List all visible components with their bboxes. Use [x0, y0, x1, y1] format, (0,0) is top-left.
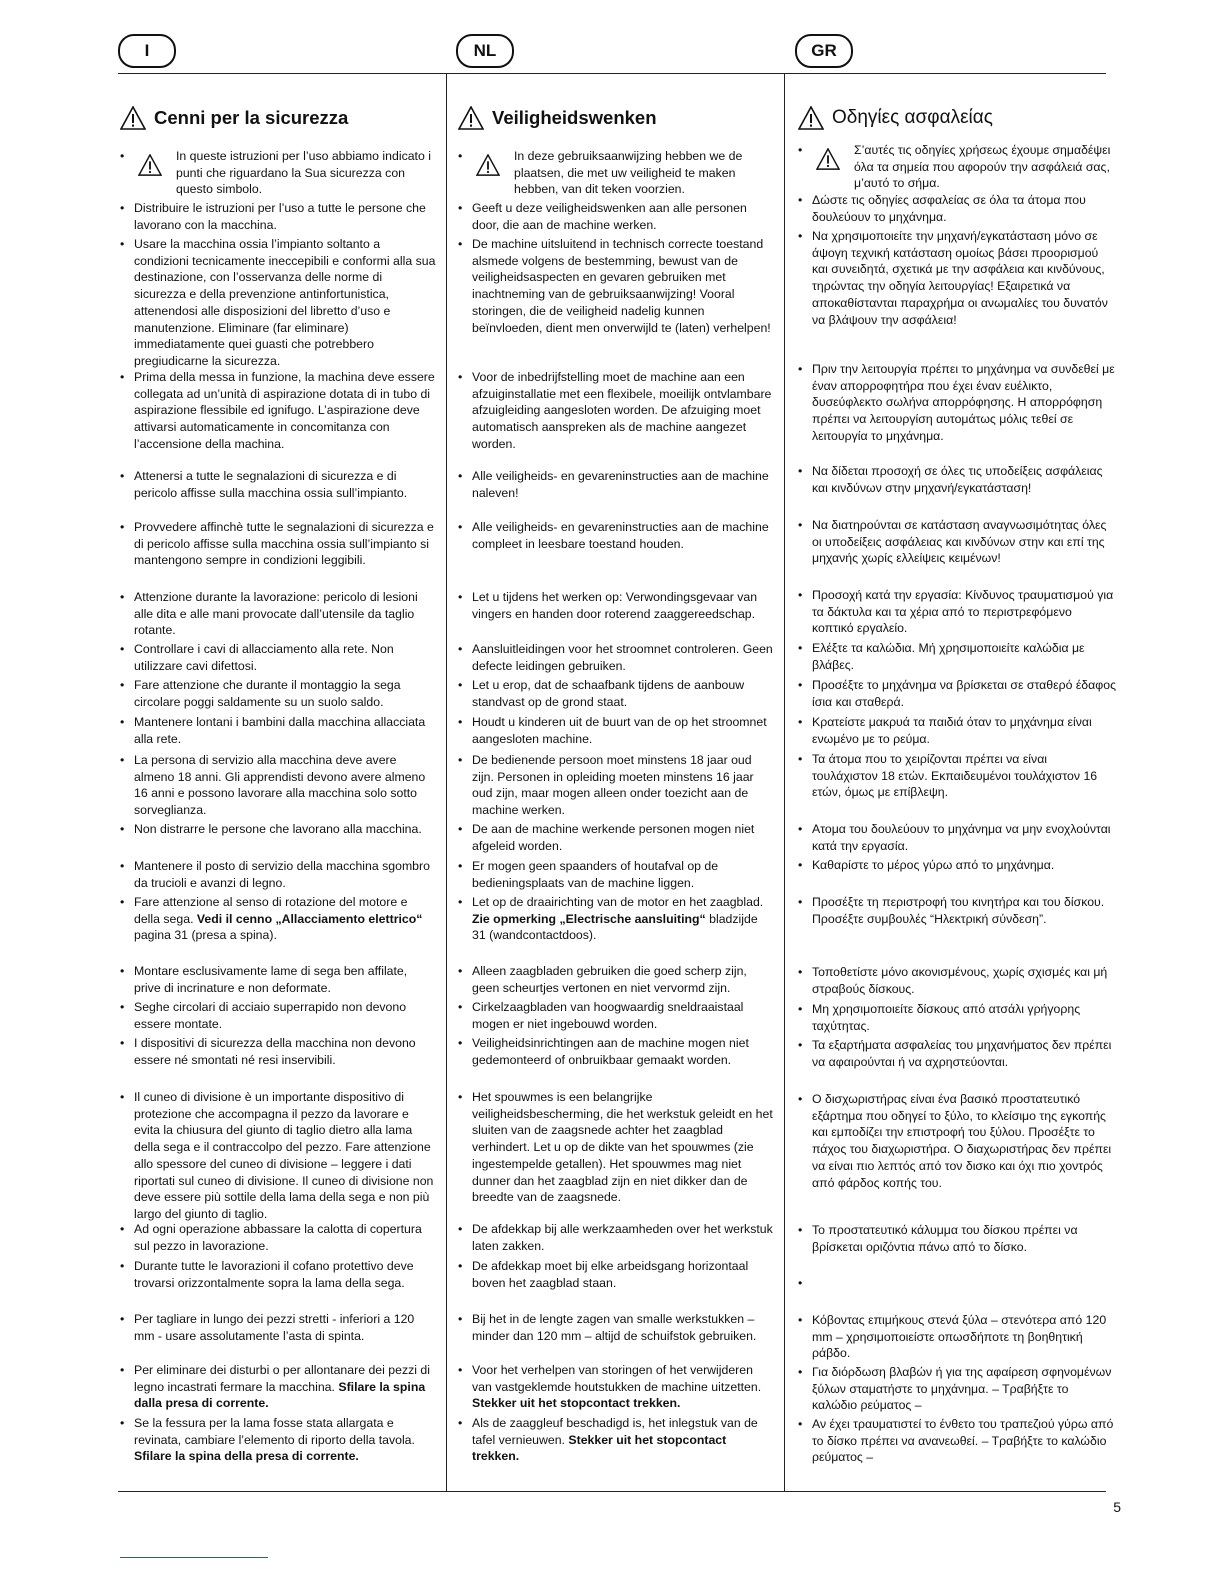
warning-icon	[476, 154, 500, 176]
list-item: • Aansluitleidingen voor het stroomnet controleren. Geen defecte leidingen gebruiken.	[456, 641, 774, 674]
list-item: • Alle veiligheids- en gevareninstructies aan de machine compleet in leesbare toestand houden.	[456, 519, 774, 552]
list-item: • Prima della messa in funzione, la machina deve essere collegata ad un’unità di aspirazione dotata di in tubo di aspirazione flessibile ed ignifugo. L’aspirazione deve attivarsi automaticamente in concomitanza con l’accensione della machina.	[118, 369, 436, 453]
list-item: • Ατομα του δουλεύουν το μηχάνημα να μην ενοχλούνται κατά την εργασία.	[796, 821, 1116, 854]
list-item: • Fare attenzione che durante il montaggio la sega circolare poggi saldamente su un suolo saldo.	[118, 677, 436, 710]
list-item: • Να χρησιμοποιείτε την μηχανή/εγκατάσταση μόνο σε άψογη τεχνική κατάσταση ομοίως βάσει προορισμού και συνειδητά, σχετικά με την ασφάλεια και κινδύνους, τηρώντας την οδηγία λειτουργίας! Εξαιρετικά να αποκαθίστανται παραχρήμα οι ανωμαλίες του δυνατόν να βλάψουν την ασφάλεια!	[796, 228, 1116, 328]
title-text: Οδηγίες ασφαλείας	[832, 107, 993, 128]
list-item: • In deze gebruiksaanwijzing hebben we de plaatsen, die met uw veiligheid te maken hebben, van dit teken voorzien.	[456, 148, 774, 198]
list-item: • Το προστατευτικό κάλυμμα του δίσκου πρέπει να βρίσκεται οριζόντια πάνω από το δίσκο.	[796, 1222, 1116, 1255]
list-item: • Montare esclusivamente lame di sega ben affilate, prive di incrinature e non deformate.	[118, 963, 436, 996]
list-item: • Il cuneo di divisione è un importante dispositivo di protezione che accompagna il pezzo da lavorare e evita la chiusura del giunto di taglio dietro alla lama della sega e il contraccolpo del pezzo. Fare attenzione allo spessore del cuneo di divisione – leggere i dati riportati sul cuneo di divisione. Il cuneo di divisione non deve essere più sottile della lama della sega e non più largo del giunto di taglio.	[118, 1089, 436, 1223]
list-item: • Να διατηρούνται σε κατάσταση αναγνωσιμότητας όλες οι υποδείξεις ασφάλειας και κινδύνων στην και επί της μηχανής χωρίς ελλείψεις κειμένων!	[796, 517, 1116, 567]
list-item: • Τα άτομα που το χειρίζονται πρέπει να είναι τουλάχιστον 18 ετών. Εκπαιδευμένοι τουλάχιστον 16 ετών, όμως με επίβλεψη.	[796, 751, 1116, 801]
list-item: • De afdekkap bij alle werkzaamheden over het werkstuk laten zakken.	[456, 1221, 774, 1254]
top-rule	[118, 73, 1106, 74]
list-item: • De machine uitsluitend in technisch correcte toestand alsmede volgens de bestemming, bewust van de veiligheidsaspecten en gevaren gebruiken met inachtneming van de gebruiksaanwijzing! Vooral storingen, die de veiligheid nadelig kunnen beïnvloeden, dient men onverwijld te (laten) verhelpen!	[456, 236, 774, 336]
list-item: • Προσέξτε τη περιστροφή του κινητήρα και του δίσκου. Προσέξτε συμβουλές “Ηλεκτρική σύνδεση”.	[796, 894, 1116, 927]
list-item: • Attenzione durante la lavorazione: pericolo di lesioni alle dita e alle mani provocate dall’utensile da taglio rotante.	[118, 589, 436, 639]
list-item: • Se la fessura per la lama fosse stata allargata e revinata, cambiare l’elemento di riporto della tavola. Sfilare la spina della presa di corrente.	[118, 1415, 436, 1465]
list-item: • Τοποθετίστε μόνο ακονισμένους, χωρίς σχισμές και μή στραβούς δίσκους.	[796, 964, 1116, 997]
warning-icon	[138, 154, 162, 176]
list-item: • Κρατείστε μακρυά τα παιδιά όταν το μηχάνημα είναι ενωμένο με το ρεύμα.	[796, 714, 1116, 747]
list-item: • Πριν την λειτουργία πρέπει το μηχάνημα να συνδεθεί με έναν απορροφητήρα που έχει έναν ευέλικτο, δυσεύφλεκτο σωλήνα απορρόφησης. Η απορρόφηση πρέπει να λειτουργίση αυτομάτως μόλις τεθεί σε λειτουργία το μηχάνημα.	[796, 361, 1116, 445]
list-item: • Voor het verhelpen van storingen of het verwijderen van vastgeklemde houtstukken de machine uitzetten. Stekker uit het stopcontact trekken.	[456, 1362, 774, 1412]
list-item: • In queste istruzioni per l’uso abbiamo indicato i punti che riguardano la Sua sicurezza con questo simbolo.	[118, 148, 436, 198]
list-item: • De aan de machine werkende personen mogen niet afgeleid worden.	[456, 821, 774, 854]
list-item: • Voor de inbedrijfstelling moet de machine aan een afzuiginstallatie met een flexibele, moeilijk ontvlambare afzuigleiding aangesloten worden. De afzuiging moet automatisch aanspreken als de machine aangezet worden.	[456, 369, 774, 453]
list-item: • I dispositivi di sicurezza della macchina non devono essere né smontati né resi inservibili.	[118, 1035, 436, 1068]
warning-icon	[798, 106, 824, 130]
column-divider-2	[784, 74, 785, 1492]
list-item: • Fare attenzione al senso di rotazione del motore e della sega. Vedi il cenno „Allacciamento elettrico“ pagina 31 (presa a spina).	[118, 894, 436, 944]
list-item: • Κόβοντας επιμήκους στενά ξύλα – στενότερα από 120 mm – χρησιμοποιείστε οπωσδήποτε τη βοηθητική ράβδο.	[796, 1312, 1116, 1362]
list-item: • Alleen zaagbladen gebruiken die goed scherp zijn, geen scheurtjes vertonen en niet vervormd zijn.	[456, 963, 774, 996]
list-item: • Ελέξτε τα καλώδια. Μή χρησιμοποιείτε καλώδια με βλάβες.	[796, 640, 1116, 673]
list-item: • De afdekkap moet bij elke arbeidsgang horizontaal boven het zaagblad staan.	[456, 1258, 774, 1291]
list-item: • La persona di servizio alla macchina deve avere almeno 18 anni. Gli apprendisti devono avere almeno 16 anni e possono lavorare alla macchina solo sotto sorveglianza.	[118, 752, 436, 819]
list-item: • Per tagliare in lungo dei pezzi stretti - inferiori a 120 mm - usare assolutamente l’asta di spinta.	[118, 1311, 436, 1344]
list-item: • Usare la macchina ossia l’impianto soltanto a condizioni tecnicamente ineccepibili e conformi alla sua destinazione, con l’osservanza delle norme di sicurezza e della prevenzione antinfortunistica, attenendosi alle disposizioni del libretto d’uso e manutenzione. Eliminare (far eliminare) immediatamente quei guasti che potrebbero pregiudicarne la sicurezza.	[118, 236, 436, 370]
list-item: • Er mogen geen spaanders of houtafval op de bedieningsplaats van de machine liggen.	[456, 858, 774, 891]
bottom-rule	[118, 1491, 1106, 1492]
column-italian	[118, 104, 436, 1464]
list-item: • Ad ogni operazione abbassare la calotta di copertura sul pezzo in lavorazione.	[118, 1221, 436, 1254]
list-item: • Μη χρησιμοποιείτε δίσκους από ατσάλι γρήγορης ταχύτητας.	[796, 1001, 1116, 1034]
list-item: • Per eliminare dei disturbi o per allontanare dei pezzi di legno incastrati fermare la macchina. Sfilare la spina dalla presa di corrente.	[118, 1362, 436, 1412]
list-item: • Προσοχή κατά την εργασία: Κίνδυνος τραυματισμού για τα δάκτυλα και τα χέρια από το περιστρεφόμενο κοπτικό εργαλείο.	[796, 587, 1116, 637]
list-item: • Αν έχει τραυματιστεί το ένθετο του τραπεζιού γύρω από το δίσκο πρέπει να ανανεωθεί. – Τραβήξτε το καλώδιο ρεύματος –	[796, 1416, 1116, 1466]
list-item: • Mantenere lontani i bambini dalla macchina allacciata alla rete.	[118, 714, 436, 747]
list-item: • Σ’αυτές τις οδηγίες χρήσεως έχουμε σημαδέψει όλα τα σημεία που αφορούν την ασφάλειά σας, μ’αυτό το σήμα.	[796, 142, 1116, 192]
list-item: • Let u tijdens het werken op: Verwondingsgevaar van vingers en handen door roterend zaaggereedschap.	[456, 589, 774, 622]
language-badge-it: I	[118, 34, 176, 68]
list-item: • Controllare i cavi di allacciamento alla rete. Non utilizzare cavi difettosi.	[118, 641, 436, 674]
warning-icon	[816, 148, 840, 170]
list-item: • Als de zaaggleuf beschadigd is, het inlegstuk van de tafel vernieuwen. Stekker uit het stopcontact trekken.	[456, 1415, 774, 1465]
section-title-gr	[798, 104, 1116, 132]
section-title-nl	[458, 104, 774, 132]
list-item: • Προσέξτε το μηχάνημα να βρίσκεται σε σταθερό έδαφος ίσια και σταθερά.	[796, 677, 1116, 710]
list-item: • Alle veiligheids- en gevareninstructies aan de machine naleven!	[456, 468, 774, 501]
section-title-it	[120, 104, 436, 132]
list-item: • Provvedere affinchè tutte le segnalazioni di sicurezza e di pericolo affisse sulla macchina ossia sull’impianto si mantengono sempre in condizioni leggibili.	[118, 519, 436, 569]
list-item: • Bij het in de lengte zagen van smalle werkstukken – minder dan 120 mm – altijd de schuifstok gebruiken.	[456, 1311, 774, 1344]
footer-line	[120, 1557, 268, 1558]
list-item: • Geeft u deze veiligheidswenken aan alle personen door, die aan de machine werken.	[456, 200, 774, 233]
list-item: • Let op de draairichting van de motor en het zaagblad. Zie opmerking „Electrische aansluiting“ bladzijde 31 (wandcontactdoos).	[456, 894, 774, 944]
list-item: • Καθαρίστε το μέρος γύρω από το μηχάνημα.	[796, 857, 1116, 874]
list-item: • Het spouwmes is een belangrijke veiligheidsbescherming, die het werkstuk geleidt en het sluiten van de zaagsnede achter het zaagblad verhindert. Let u op de dikte van het spouwmes (zie ingestempelde getallen). Het spouwmes mag niet dunner dan het zaagblad zijn en niet dikker dan de breedte van de zaagsnede.	[456, 1089, 774, 1206]
list-item: • Durante tutte le lavorazioni il cofano protettivo deve trovarsi orizzontalmente sopra la lama della sega.	[118, 1258, 436, 1291]
title-text: Veiligheidswenken	[492, 107, 657, 128]
column-divider-1	[446, 74, 447, 1492]
list-item: • Ο δισχωριστήρας είναι ένα βασικό προστατευτικό εξάρτημα που οδηγεί το ξύλο, το κλείσιμο της εγκοπής και εμποδίζει την επιστροφή του ξύλου. Προσέξτε το πάχος του διαχωριστήρα. Ο διαχωριστήρας δεν πρέπει να είναι πιο λεπτός από τον δισκο και όχι πιο χοντρός από φάρδος κοπής του.	[796, 1091, 1116, 1191]
list-item: • Houdt u kinderen uit de buurt van de op het stroomnet aangesloten machine.	[456, 714, 774, 747]
column-greek	[796, 104, 1116, 1465]
list-item: • Τα εξαρτήματα ασφαλείας του μηχανήματος δεν πρέπει να αφαιρούνται ή να αχρηστεύονται.	[796, 1037, 1116, 1070]
warning-icon	[458, 106, 484, 130]
language-badge-gr: GR	[795, 34, 853, 68]
list-item: • Mantenere il posto di servizio della macchina sgombro da trucioli e avanzi di legno.	[118, 858, 436, 891]
list-item: • Non distrarre le persone che lavorano alla macchina.	[118, 821, 436, 838]
list-item: • Seghe circolari di acciaio superrapido non devono essere montate.	[118, 999, 436, 1032]
list-item: • De bedienende persoon moet minstens 18 jaar oud zijn. Personen in opleiding moeten minstens 16 jaar oud zijn, maar mogen alleen onder toezicht aan de machine werken.	[456, 752, 774, 819]
title-text: Cenni per la sicurezza	[154, 107, 349, 128]
list-item: • Δώστε τις οδηγίες ασφαλείας σε όλα τα άτομα που δουλεύουν το μηχάνημα.	[796, 192, 1116, 225]
page-number: 5	[1113, 1499, 1121, 1515]
column-dutch	[456, 104, 774, 1464]
list-item: • Cirkelzaagbladen van hoogwaardig sneldraaistaal mogen er niet ingebouwd worden.	[456, 999, 774, 1032]
list-item: • Για διόρδωση βλαβών ή για της αφαίρεση σφηνομένων ξύλων σταματήστε το μηχάνημα. – Τραβήξτε το καλώδιο ρεύματος –	[796, 1364, 1116, 1414]
language-badge-nl: NL	[456, 34, 514, 68]
list-item: • Let u erop, dat de schaafbank tijdens de aanbouw standvast op de grond staat.	[456, 677, 774, 710]
list-item: • Distribuire le istruzioni per l’uso a tutte le persone che lavorano con la macchina.	[118, 200, 436, 233]
list-item: • Να δίδεται προσοχή σε όλες τις υποδείξεις ασφάλειας και κινδύνων στην μηχανή/εγκατάσταση!	[796, 463, 1116, 496]
warning-icon	[120, 106, 146, 130]
list-item: • Veiligheidsinrichtingen aan de machine mogen niet gedemonteerd of onbruikbaar gemaakt worden.	[456, 1035, 774, 1068]
list-item: • Attenersi a tutte le segnalazioni di sicurezza e di pericolo affisse sulla macchina ossia sull’impianto.	[118, 468, 436, 501]
